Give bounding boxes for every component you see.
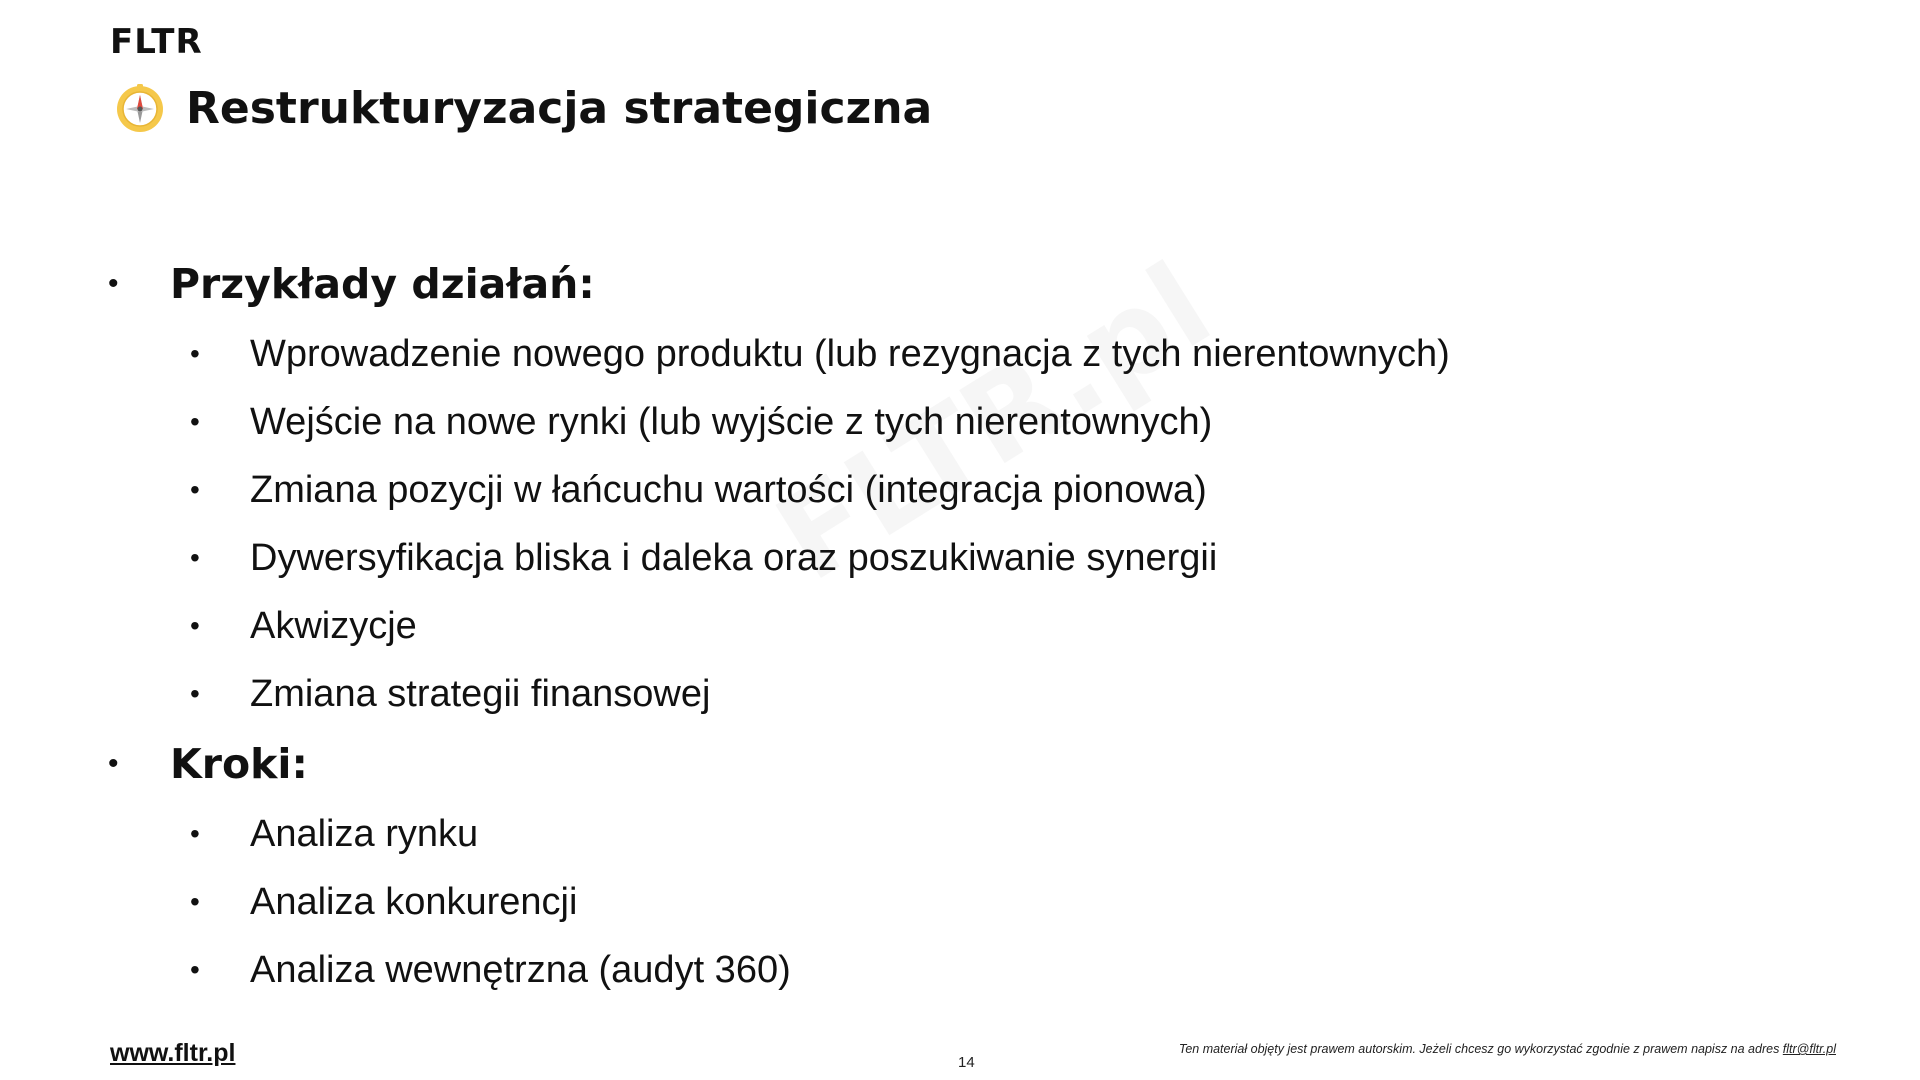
list-item-text: Wprowadzenie nowego produktu (lub rezygnacja z tych nierentownych) <box>250 332 1450 375</box>
list-item-text: Analiza rynku <box>250 812 479 855</box>
slide-content <box>108 248 1808 1004</box>
list-item-text: Zmiana strategii finansowej <box>250 672 711 715</box>
section-steps <box>108 728 1808 1004</box>
list-item <box>108 456 1808 524</box>
list-item-text: Akwizycje <box>250 604 417 647</box>
list-item <box>108 868 1808 936</box>
bullet-icon: • <box>108 267 119 300</box>
list-item <box>108 592 1808 660</box>
copyright-notice <box>1179 1042 1836 1056</box>
section-heading-text: Przykłady działań: <box>170 260 595 308</box>
compass-icon <box>114 82 166 134</box>
list-item-text: Wejście na nowe rynki (lub wyjście z tych nierentownych) <box>250 400 1213 443</box>
slide-title-row <box>114 82 932 134</box>
bullet-icon: • <box>190 678 200 709</box>
section-heading <box>108 728 1808 800</box>
copyright-email-link[interactable]: fltr@fltr.pl <box>1782 1042 1836 1056</box>
list-item <box>108 320 1808 388</box>
bullet-icon: • <box>190 338 200 369</box>
section-examples <box>108 248 1808 728</box>
list-item <box>108 388 1808 456</box>
bullet-icon: • <box>190 406 200 437</box>
bullet-icon: • <box>190 886 200 917</box>
list-item-text: Zmiana pozycji w łańcuchu wartości (integracja pionowa) <box>250 468 1207 511</box>
sub-list <box>108 800 1808 1004</box>
section-heading-text: Kroki: <box>170 740 308 788</box>
page-number: 14 <box>958 1054 975 1071</box>
bullet-icon: • <box>190 474 200 505</box>
list-item <box>108 936 1808 1004</box>
page-title: Restrukturyzacja strategiczna <box>186 82 933 134</box>
brand-logo-text: FLTR <box>110 22 203 62</box>
list-item <box>108 800 1808 868</box>
bullet-icon: • <box>108 747 119 780</box>
list-item-text: Dywersyfikacja bliska i daleka oraz poszukiwanie synergii <box>250 536 1218 579</box>
bullet-icon: • <box>190 818 200 849</box>
bullet-icon: • <box>190 610 200 641</box>
list-item-text: Analiza konkurencji <box>250 880 578 923</box>
list-item <box>108 660 1808 728</box>
section-heading <box>108 248 1808 320</box>
bullet-icon: • <box>190 954 200 985</box>
sub-list <box>108 320 1808 728</box>
list-item-text: Analiza wewnętrzna (audyt 360) <box>250 948 791 991</box>
bullet-icon: • <box>190 542 200 573</box>
copyright-text: Ten materiał objęty jest prawem autorskim. Jeżeli chcesz go wykorzystać zgodnie z prawem napisz na adres <box>1178 1042 1783 1056</box>
list-item <box>108 524 1808 592</box>
footer-website-link[interactable]: www.fltr.pl <box>110 1039 236 1067</box>
